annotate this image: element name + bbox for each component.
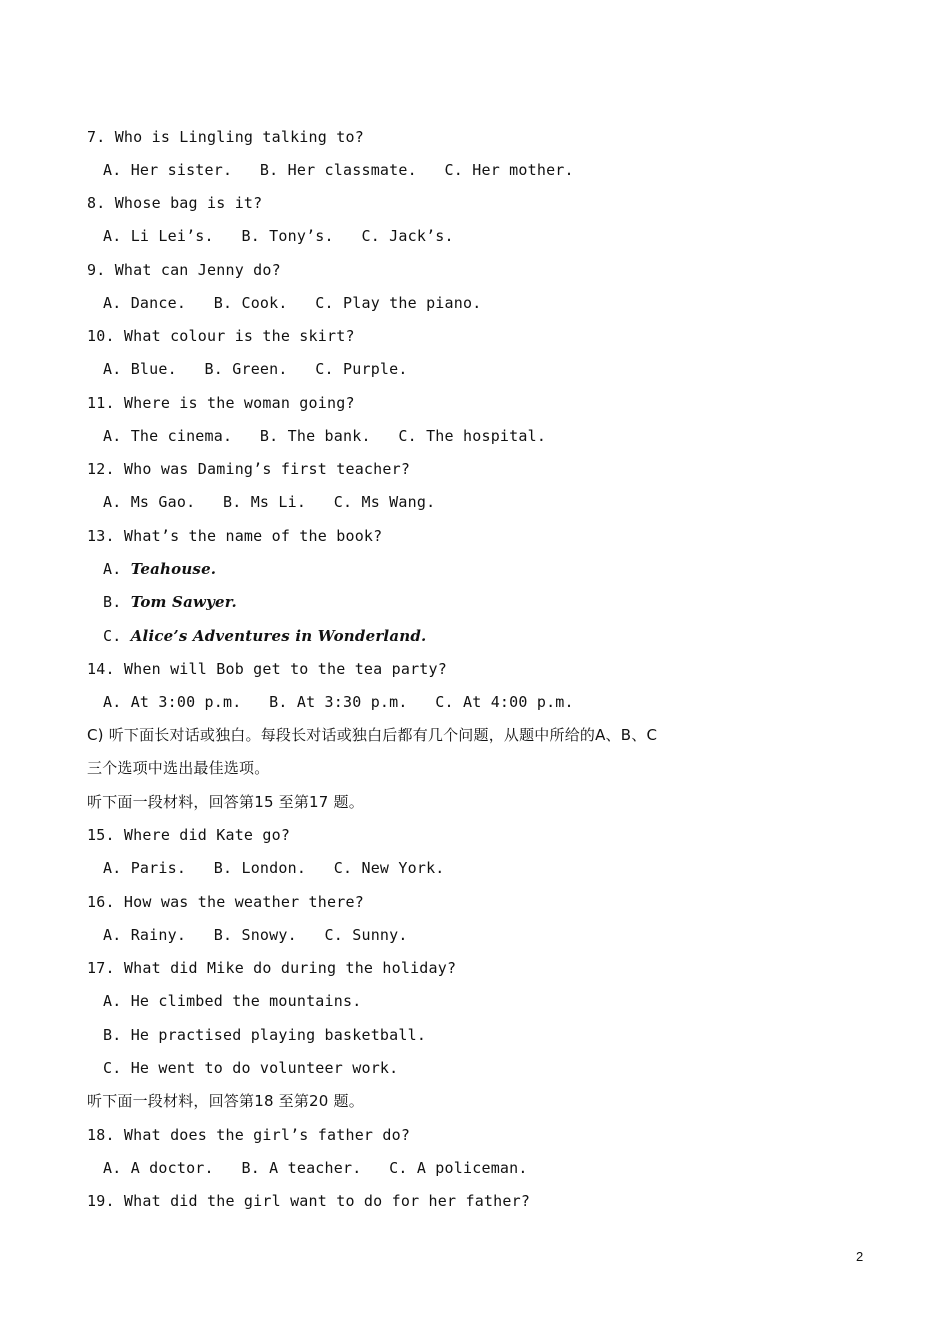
question-13-option-b (103, 592, 237, 612)
book-title: Teahouse. (130, 560, 217, 578)
question-17-option-c: C. He went to do volunteer work. (103, 1059, 399, 1077)
question-10-options: A. Blue. B. Green. C. Purple. (103, 360, 408, 378)
question-13-option-c (103, 626, 426, 646)
book-title: Tom Sawyer. (130, 593, 237, 611)
question-9: 9. What can Jenny do? (87, 261, 281, 279)
question-13-option-a (103, 559, 216, 579)
question-11-options: A. The cinema. B. The bank. C. The hospital. (103, 427, 547, 445)
book-title: Alice’s Adventures in Wonderland. (130, 627, 427, 645)
question-13: 13. What’s the name of the book? (87, 527, 383, 545)
question-17-option-b: B. He practised playing basketball. (103, 1026, 427, 1044)
material-intro-18-20: 听下面一段材料，回答第18 至第20 题。 (87, 1092, 364, 1110)
question-8: 8. Whose bag is it? (87, 194, 263, 212)
question-19: 19. What did the girl want to do for her father? (87, 1192, 531, 1210)
section-c-instruction-cont: 三个选项中选出最佳选项。 (87, 759, 270, 777)
question-16-options: A. Rainy. B. Snowy. C. Sunny. (103, 926, 408, 944)
question-9-options: A. Dance. B. Cook. C. Play the piano. (103, 294, 482, 312)
question-7: 7. Who is Lingling talking to? (87, 128, 364, 146)
question-11: 11. Where is the woman going? (87, 394, 355, 412)
question-18-options: A. A doctor. B. A teacher. C. A policeman. (103, 1159, 528, 1177)
option-letter: B. (103, 593, 122, 611)
page-number: 2 (856, 1249, 864, 1264)
material-intro-15-17: 听下面一段材料，回答第15 至第17 题。 (87, 793, 364, 811)
question-15: 15. Where did Kate go? (87, 826, 291, 844)
question-8-options: A. Li Lei’s. B. Tony’s. C. Jack’s. (103, 227, 454, 245)
option-letter: C. (103, 627, 122, 645)
question-12-options: A. Ms Gao. B. Ms Li. C. Ms Wang. (103, 493, 436, 511)
question-17: 17. What did Mike do during the holiday? (87, 959, 457, 977)
question-7-options: A. Her sister. B. Her classmate. C. Her mother. (103, 161, 574, 179)
question-18: 18. What does the girl’s father do? (87, 1126, 411, 1144)
question-10: 10. What colour is the skirt? (87, 327, 355, 345)
option-letter: A. (103, 560, 122, 578)
question-17-option-a: A. He climbed the mountains. (103, 992, 362, 1010)
question-14: 14. When will Bob get to the tea party? (87, 660, 447, 678)
question-16: 16. How was the weather there? (87, 893, 364, 911)
question-14-options: A. At 3:00 p.m. B. At 3:30 p.m. C. At 4:00 p.m. (103, 693, 574, 711)
section-c-instruction: C) 听下面长对话或独白。每段长对话或独白后都有几个问题，从题中所给的A、B、C (87, 726, 658, 744)
question-15-options: A. Paris. B. London. C. New York. (103, 859, 445, 877)
question-12: 12. Who was Daming’s first teacher? (87, 460, 411, 478)
